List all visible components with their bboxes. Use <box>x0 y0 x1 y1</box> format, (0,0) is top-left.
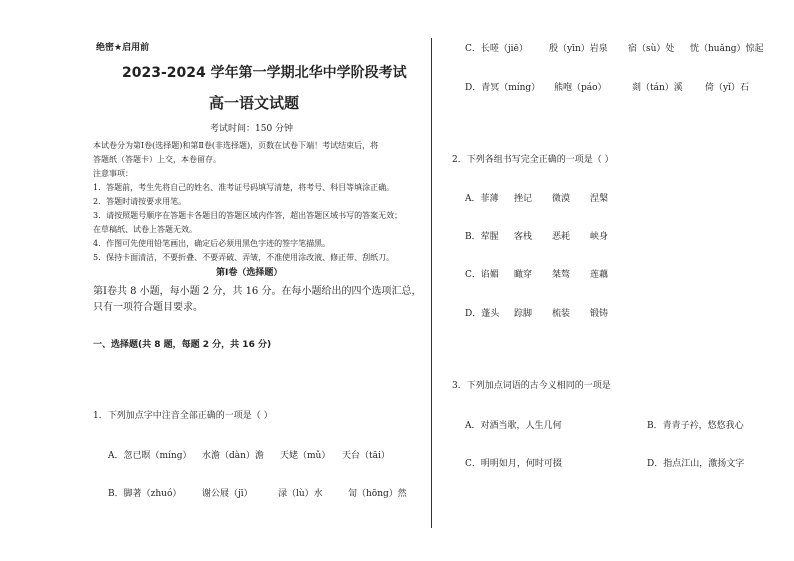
q1-option-c1: C．长嗟（jiē） <box>465 44 528 54</box>
q3-option-c: C．明明如月，何时可掇 <box>465 459 562 469</box>
q1-option-a1: A．忽已暝（míng） <box>108 451 192 461</box>
intro-line-1: 本试卷分为第Ⅰ卷(选择题)和第Ⅱ卷(非选择题)，页数在试卷下端！考试结束后，将 <box>93 141 379 150</box>
q2-option-c1: C．谄媚 <box>465 270 499 280</box>
column-divider <box>431 38 432 528</box>
q2-option-a3: 微漠 <box>552 194 571 204</box>
section-title: 第Ⅰ卷（选择题） <box>216 268 283 278</box>
q1-option-a3: 天姥（mǔ） <box>280 451 331 461</box>
q3-option-d: D．指点江山，激扬文字 <box>647 459 745 469</box>
exam-title: 2023-2024 学年第一学期北华中学阶段考试 <box>122 65 407 81</box>
q2-option-b3: 恶耗 <box>552 232 571 242</box>
q2-option-b2: 客栈 <box>514 232 533 242</box>
q1-option-d4: 倚（yǐ）石 <box>705 83 749 93</box>
q3-option-b: B．青青子衿，悠悠我心 <box>647 421 744 431</box>
note-item-3-cont: 在草稿纸、试卷上答题无效。 <box>93 225 197 234</box>
q2-stem: 2．下列各组书写完全正确的一项是（ ） <box>452 155 614 165</box>
q1-option-d3: 剡（tán）溪 <box>632 83 683 93</box>
q1-option-d1: D．青冥（míng） <box>465 83 541 93</box>
note-item-4: 4．作图可先使用铅笔画出，确定后必须用黑色字迹的签字笔描黑。 <box>93 239 331 248</box>
q2-option-d4: 锻铸 <box>590 309 609 319</box>
q1-option-a2: 水澹（dàn）澹 <box>202 451 264 461</box>
q1-option-b2: 谢公屐（jī） <box>202 489 253 499</box>
q2-option-d3: 梳装 <box>552 309 571 319</box>
subject-title: 高一语文试题 <box>209 94 300 112</box>
notes-heading: 注意事项： <box>93 169 133 178</box>
exam-time: 考试时间：150 分钟 <box>210 124 294 134</box>
section-desc-1: 第Ⅰ卷共 8 小题，每小题 2 分，共 16 分。在每小题给出的四个选项汇总， <box>93 286 422 297</box>
note-item-1: 1．答题前，考生先将自己的姓名、准考证号码填写清楚，将考号、科目等填涂正确。 <box>93 183 395 192</box>
q2-option-c3: 桀骜 <box>552 270 571 280</box>
q2-option-a2: 挫记 <box>514 194 533 204</box>
note-item-3: 3．请按照题号顺序在答题卡各题目的答题区域内作答，超出答题区域书写的答案无效； <box>93 211 403 220</box>
q1-option-c4: 恍（huǎng）惊起 <box>690 44 764 54</box>
q1-option-c2: 殷（yīn）岩泉 <box>549 44 608 54</box>
q2-option-d1: D．蓬头 <box>465 309 500 319</box>
q1-option-b3: 渌（lù）水 <box>278 489 323 499</box>
q3-stem: 3．下列加点词语的古今义相同的一项是 <box>452 381 611 391</box>
note-item-2: 2．答题时请按要求用笔。 <box>93 197 187 206</box>
q2-option-c2: 瞰穿 <box>514 270 533 280</box>
q2-option-b1: B．荤腥 <box>465 232 499 242</box>
secret-label: 绝密★启用前 <box>96 43 150 53</box>
q1-option-b1: B．脚著（zhuó） <box>108 489 182 499</box>
note-item-5: 5．保持卡面清洁，不要折叠、不要弄破、弄皱，不准使用涂改液、修正带、刮纸刀。 <box>93 253 395 262</box>
q2-option-c4: 莲藕 <box>590 270 609 280</box>
section-desc-2: 只有一项符合题目要求。 <box>93 302 203 313</box>
q1-option-b4: 訇（hōng）然 <box>348 489 407 499</box>
q1-option-d2: 熊咆（páo） <box>554 83 607 93</box>
q2-option-b4: 峡身 <box>590 232 609 242</box>
q3-option-a: A．对酒当歌，人生几何 <box>465 421 562 431</box>
intro-line-2: 答题纸（答题卡）上交，本卷留存。 <box>93 155 221 164</box>
part-heading: 一、选择题(共 8 题，每题 2 分，共 16 分) <box>93 340 272 350</box>
q2-option-a1: A．菲薄 <box>465 194 499 204</box>
q1-stem: 1．下列加点字中注音全部正确的一项是（ ） <box>93 411 273 421</box>
q2-option-d2: 踪脚 <box>514 309 533 319</box>
q2-option-a4: 涅槃 <box>590 194 609 204</box>
q1-option-a4: 天台（tāi） <box>342 451 390 461</box>
q1-option-c3: 宿（sù）处 <box>628 44 675 54</box>
